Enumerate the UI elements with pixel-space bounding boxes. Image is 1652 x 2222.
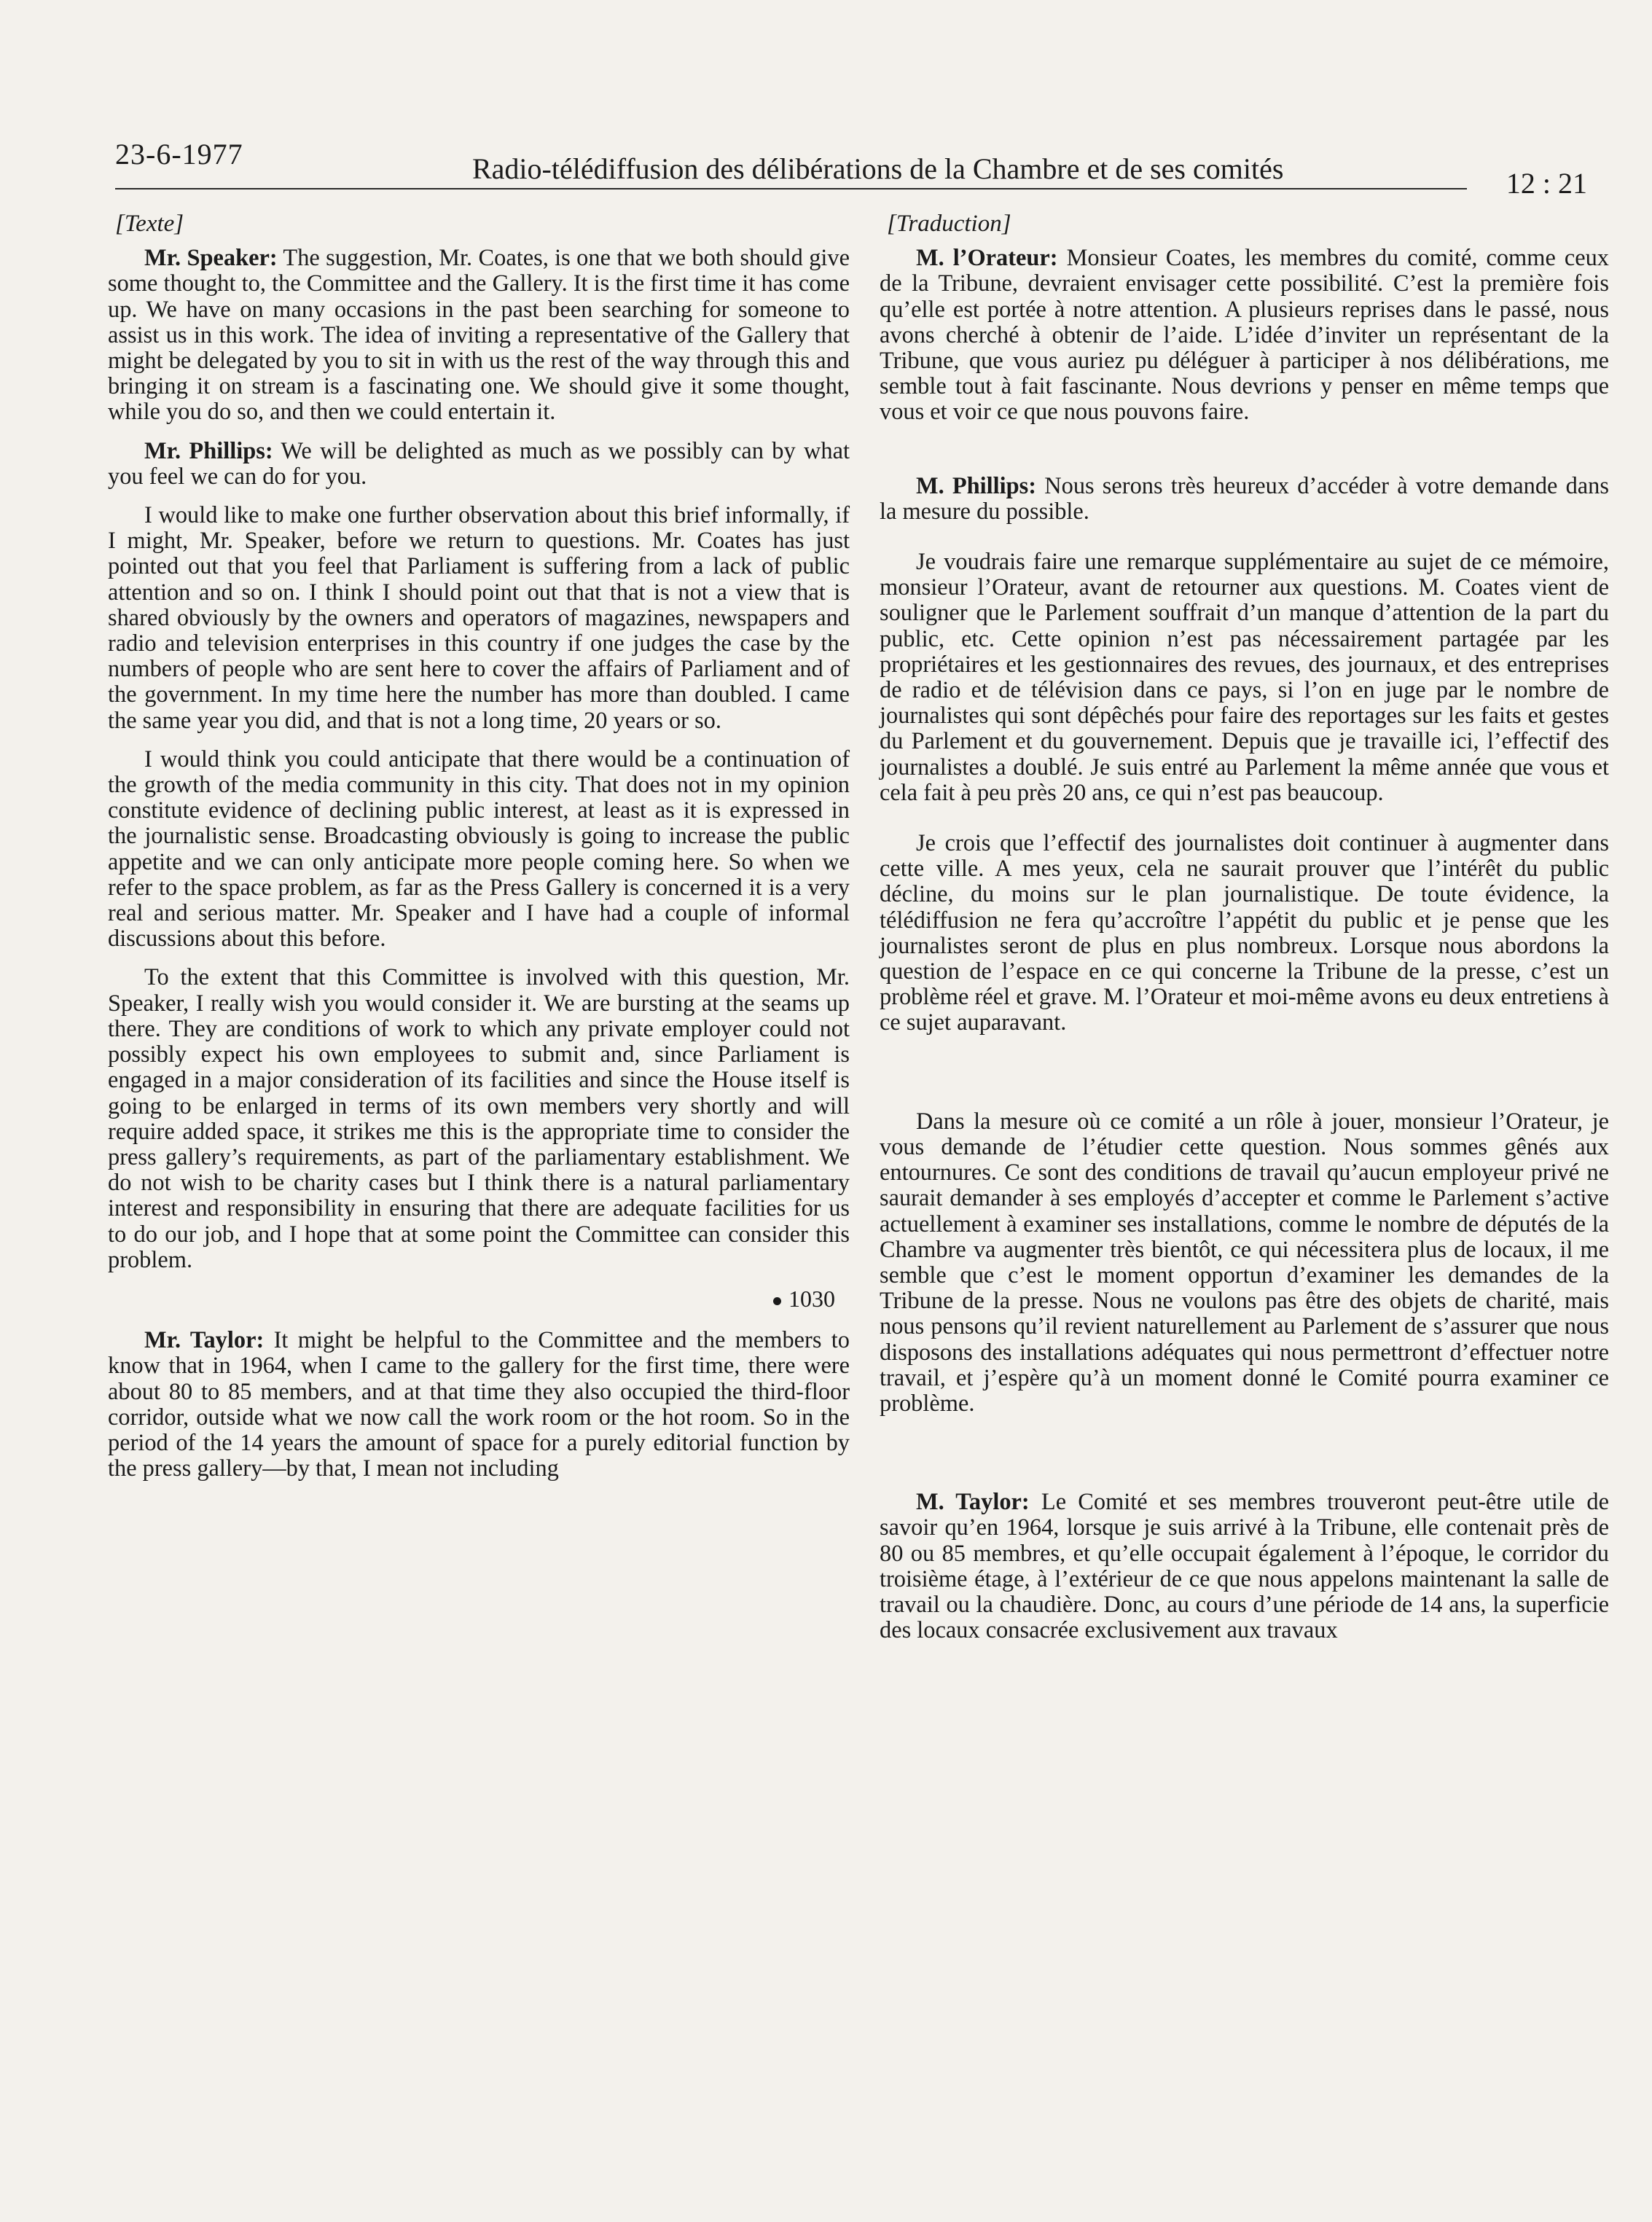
paragraph-en-2 [108, 439, 850, 490]
speaker-name: Mr. Taylor: [144, 1327, 265, 1354]
paragraph-en-5 [108, 965, 850, 1272]
paragraph-fr-4 [880, 831, 1609, 1036]
french-column [880, 211, 1609, 1668]
paragraph-text: Le Comité et ses membres trouveront peut-être utile de savoir qu’en 1964, lorsque je suis arrivé à la Tribune, elle contenait près de 80 ou 85 membres, et qu’elle occupait également à l’époque, le corridor du troisième étage, à l’extérieur de ce que nous appelons maintenant la salle de travail ou la chaudière. Donc, au cours d’une période de 14 ans, la superficie des locaux consacrée exclusivement aux travaux [880, 1489, 1609, 1644]
paragraph-fr-6 [880, 1490, 1609, 1643]
paragraph-text: Dans la mesure où ce comité a un rôle à jouer, monsieur l’Orateur, je vous demande de l’étudier cette question. Nous sommes gênés aux entournures. Ce sont des conditions de travail qu’aucun employeur privé ne saurait demander à ses employés d’accepter et comme le Parlement s’active actuellement à examiner ses installations, comme le nombre de députés de la Chambre va augmenter très bientôt, ce qui nécessitera plus de locaux, il me semble que c’est le moment opportun d’examiner les demandes de la Tribune de la presse. Nous ne voulons pas être des objets de charité, mais nous pensons qu’il revient naturellement au Parlement de s’assurer que nous disposons des installations adéquates qui nous permettront d’effectuer notre travail, et j’espère qu’à un moment donné le Comité pourra examiner ce problème. [880, 1108, 1609, 1417]
section-label-translation: [Traduction] [887, 211, 1011, 237]
paragraph-text: It might be helpful to the Committee and the members to know that in 1964, when I came to the gallery for the first time, there were about 80 to 85 members, and at that time they also occupied the third-floor corridor, outside what we now call the work room or the hot room. So in the period of the 14 years the amount of space for a purely editorial function by the press gallery—by that, I mean not including [108, 1327, 850, 1482]
paragraph-en-6 [108, 1328, 850, 1482]
paragraph-fr-3 [880, 549, 1609, 806]
paragraph-fr-5 [880, 1109, 1609, 1417]
paragraph-text: Je crois que l’effectif des journalistes doit continuer à augmenter dans cette ville. A mes yeux, cela ne saurait prouver que l’intérêt du public décline, du moins sur le plan journalistique. De toute évidence, la télédiffusion ne fera qu’accroître l’appétit du public et je pense que les journalistes seront de plus en plus nombreux. Lorsque nous abordons la question de l’espace en ce qui concerne la Tribune de la presse, c’est un problème réel et grave. M. l’Orateur et moi-même avons eu deux entretiens à ce sujet auparavant. [880, 830, 1609, 1036]
speaker-name: Mr. Phillips: [144, 437, 273, 464]
header-title: Radio-télédiffusion des délibérations de la Chambre et de ses comités [472, 152, 1284, 185]
speaker-name: M. l’Orateur: [916, 245, 1058, 272]
english-column [108, 211, 850, 1495]
paragraph-fr-1 [880, 246, 1609, 425]
paragraph-text: Nous serons très heureux d’accéder à votre demande dans la mesure du possible. [880, 472, 1609, 525]
speaker-name: Mr. Speaker: [144, 245, 278, 272]
paragraph-en-4 [108, 747, 850, 952]
header-date: 23-6-1977 [115, 138, 243, 171]
paragraph-text: I would think you could anticipate that there would be a continuation of the growth of the media community in this city. That does not in my opinion constitute evidence of declining public interest, at least as it is expressed in the journalistic sense. Broadcasting obviously is going to increase the public appetite and we can only anticipate more people coming here. So when we refer to the space problem, as far as the Press Gallery is concerned it is a very real and serious matter. Mr. Speaker and I have had a couple of informal discussions about this before. [108, 746, 850, 952]
paragraph-text: The suggestion, Mr. Coates, is one that we both should give some thought to, the Committee and the Gallery. It is the first time it has come up. We have on many occasions in the past been searching for someone to assist us in this work. The idea of inviting a representative of the Gallery that might be delegated by you to sit in with us the rest of the way through this and bringing it on stream is a fascinating one. We should give it some thought, while you do so, and then we could entertain it. [108, 245, 850, 426]
bullet-dot-icon [773, 1297, 781, 1305]
timestamp-marker [108, 1286, 835, 1312]
speaker-name: M. Phillips: [916, 472, 1037, 499]
paragraph-en-1 [108, 246, 850, 425]
header-rule [115, 188, 1467, 189]
paragraph-text: We will be delighted as much as we possibly can by what you feel we can do for you. [108, 437, 850, 490]
paragraph-en-3 [108, 503, 850, 734]
paragraph-text: Je voudrais faire une remarque supplémentaire au sujet de ce mémoire, monsieur l’Orateur, avant de retourner aux questions. M. Coates vient de souligner que le Parlement souffrait d’un manque d’attention de la part du public, etc. Cette opinion n’est pas nécessairement partagée par les propriétaires et les gestionnaires des revues, des journaux, et des entreprises de radio et de télévision dans ce pays, si l’on en juge par le nombre de journalistes qui sont dépêchés pour faire des reportages sur les faits et gestes du Parlement et du gouvernement. Depuis que je travaille ici, l’effectif des journalistes a doublé. Je suis entré au Parlement la même année que vous et cela fait à peu près 20 ans, ce qui n’est pas beaucoup. [880, 549, 1609, 806]
paragraph-text: I would like to make one further observation about this brief informally, if I might, Mr. Speaker, before we return to questions. Mr. Coates has just pointed out that you feel that Parliament is suffering from a lack of public attention and so on. I think I should point out that that is not a view that is shared obviously by the owners and operators of magazines, newspapers and radio and television enterprises in this country if one judges the case by the numbers of people who are sent here to cover the affairs of Parliament and of the government. In my time here the number has more than doubled. I came the same year you did, and that is not a long time, 20 years or so. [108, 502, 850, 734]
timestamp-text: 1030 [788, 1285, 835, 1312]
section-label-text: [Texte] [115, 211, 184, 237]
page-header [115, 130, 1587, 200]
paragraph-fr-2 [880, 474, 1609, 525]
paragraph-text: To the extent that this Committee is involved with this question, Mr. Speaker, I really wish you would consider it. We are bursting at the seams up there. They are conditions of work to which any private employer could not possibly expect his own employees to submit and, since Parliament is engaged in a major consideration of its facilities and since the House itself is going to be enlarged in terms of its own members very shortly and will require added space, it strikes me this is the appropriate time to consider the press gallery’s requirements, as part of the parliamentary establishment. We do not wish to be charity cases but I think there is a natural parliamentary interest and responsibility in ensuring that there are adequate facilities for us to do our job, and I hope that at some point the Committee can consider this problem. [108, 964, 850, 1273]
speaker-name: M. Taylor: [916, 1489, 1030, 1516]
paragraph-text: Monsieur Coates, les membres du comité, comme ceux de la Tribune, devraient envisager cette possibilité. C’est la première fois qu’elle est portée à notre attention. A plusieurs reprises dans le passé, nous avons cherché à obtenir de l’aide. L’idée d’inviter un représentant de la Tribune, que vous auriez pu déléguer à participer à nos délibérations, me semble tout à fait fascinante. Nous devrions y penser en même temps que vous et voir ce que nous pouvons faire. [880, 245, 1609, 426]
header-page-number: 12 : 21 [1506, 167, 1587, 200]
